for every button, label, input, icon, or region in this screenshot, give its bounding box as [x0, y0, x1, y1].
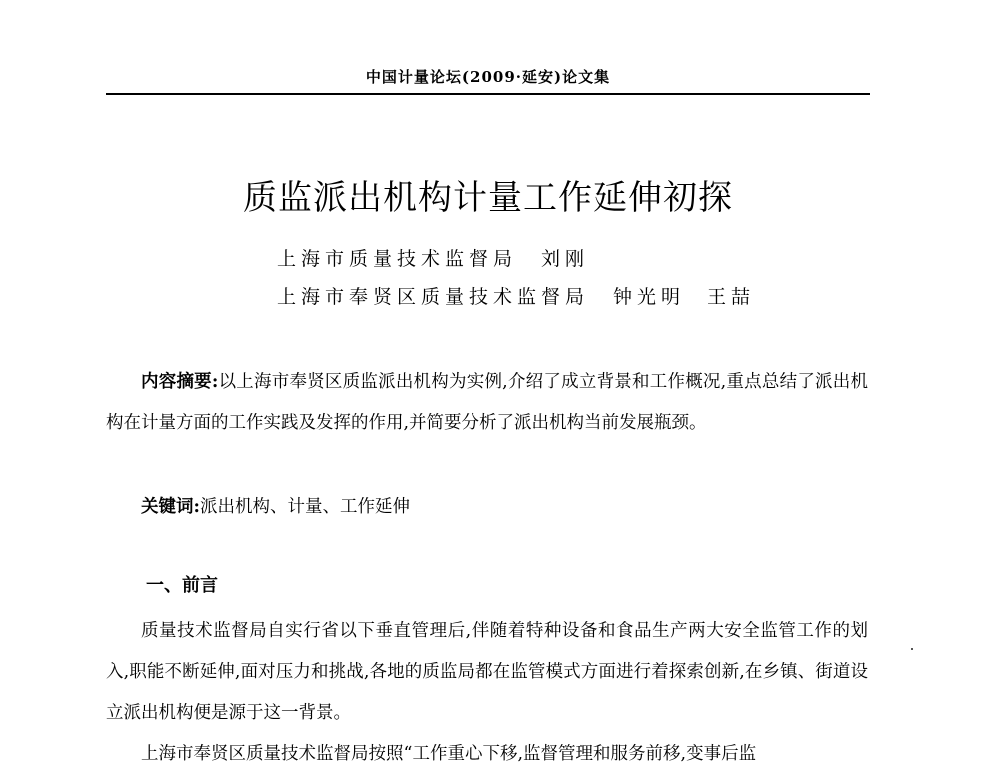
abstract-text: 以上海市奉贤区质监派出机构为实例,介绍了成立背景和工作概况,重点总结了派出机构在计量方面的工作实践及发挥的作用,并简要分析了派出机构当前发展瓶颈。 — [106, 372, 868, 433]
keywords-text: 派出机构、计量、工作延伸 — [199, 497, 410, 517]
section-body — [106, 611, 868, 775]
body-paragraph: 质量技术监督局自实行省以下垂直管理后,伴随着特种设备和食品生产两大安全监管工作的划入,职能不断延伸,面对压力和挑战,各地的质监局都在监管模式方面进行着探索创新,在乡镇、街道设立派出机构便是源于这一背景。 — [106, 621, 868, 723]
abstract-paragraph — [106, 362, 868, 444]
body-paragraph: 上海市奉贤区质量技术监督局按照“工作重心下移,监督管理和服务前移,变事后监 — [141, 744, 757, 764]
header-rule — [106, 93, 870, 95]
author-name: 钟光明 — [613, 286, 686, 308]
author-line-1 — [277, 244, 589, 271]
keywords-paragraph — [106, 487, 868, 528]
author-name: 王喆 — [707, 286, 756, 308]
author-name: 刘刚 — [541, 248, 590, 270]
keywords-label: 关键词: — [141, 497, 200, 517]
section-heading: 一、前言 — [146, 575, 218, 596]
author-affiliation: 上海市质量技术监督局 — [277, 248, 518, 270]
keywords — [106, 487, 868, 528]
abstract-label: 内容摘要: — [141, 372, 219, 392]
paper-title: 质监派出机构计量工作延伸初探 — [243, 178, 733, 218]
author-affiliation: 上海市奉贤区质量技术监督局 — [277, 286, 590, 308]
running-header: 中国计量论坛(2009·延安)论文集 — [365, 68, 611, 86]
abstract — [106, 362, 868, 444]
author-line-2 — [277, 282, 755, 309]
scan-speck — [911, 648, 913, 650]
